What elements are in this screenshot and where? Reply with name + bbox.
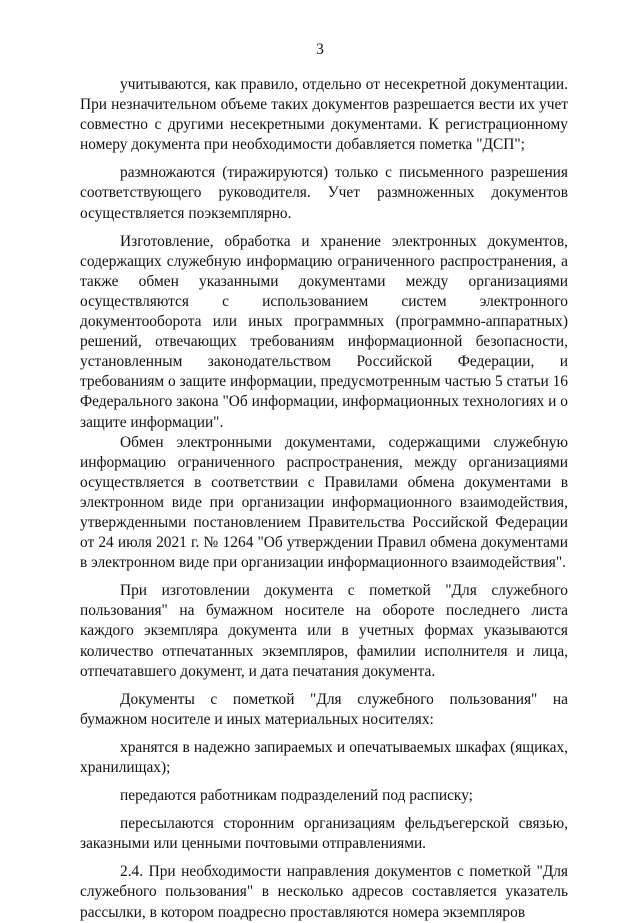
paragraph-dispatch: пересылаются сторонним организациям фельдъегерской связью, заказными или ценными почтовыми отправлениями. <box>80 815 568 853</box>
paragraph-distribution-list: 2.4. При необходимости направления документов с пометкой "Для служебного пользования" в несколько адресов составляется указатель рассылки, в котором поадресно проставляются номера экземпляров <box>80 863 568 921</box>
paragraph-electronic-exchange: Обмен электронными документами, содержащими служебную информацию ограниченного распространения, между организациями осуществляется в соответствии с Правилами обмена документами в электронном виде при организации информационного взаимодействия, утвержденными постановлением Правительства Российской Федерации от 24 июля 2021 г. № 1264 "Об утверждении Правил обмена документами в электронном виде при организации информационного взаимодействия". <box>80 433 568 572</box>
page-number: 3 <box>316 41 324 58</box>
paragraph-electronic-documents: Изготовление, обработка и хранение электронных документов, содержащих служебную информацию ограниченного распространения, а также обмен указанными документами между организациями осуществляются с использованием систем электронного документооборота или иных программных (программно-аппаратных) решений, отвечающих требованиям информационной безопасности, установленным законодательством Российской Федерации, и требованиям о защите информации, предусмотренным частью 5 статьи 16 Федерального закона "Об информации, информационных технологиях и о защите информации". <box>80 232 568 431</box>
paragraph-paper-documents: Документы с пометкой "Для служебного пользования" на бумажном носителе и иных материальных носителях: <box>80 690 568 728</box>
paragraph-accounting: учитываются, как правило, отдельно от несекретной документации. При незначительном объеме таких документов разрешается вести их учет совместно с другими несекретными документами. К регистрационному номеру документа при необходимости добавляется пометка "ДСП"; <box>80 76 568 154</box>
paragraph-paper-production: При изготовлении документа с пометкой "Для служебного пользования" на бумажном носителе на обороте последнего листа каждого экземпляра документа или в учетных формах указываются количество отпечатанных экземпляров, фамилии исполнителя и лица, отпечатавшего документ, и дата печатания документа. <box>80 582 568 680</box>
paragraph-transfer: передаются работникам подразделений под расписку; <box>120 787 473 805</box>
document-body <box>80 75 568 923</box>
paragraph-storage: хранятся в надежно запираемых и опечатываемых шкафах (ящиках, хранилищах); <box>80 738 568 776</box>
paragraph-reproduction: размножаются (тиражируются) только с письменного разрешения соответствующего руководителя. Учет размноженных документов осуществляется поэкземплярно. <box>80 164 568 222</box>
